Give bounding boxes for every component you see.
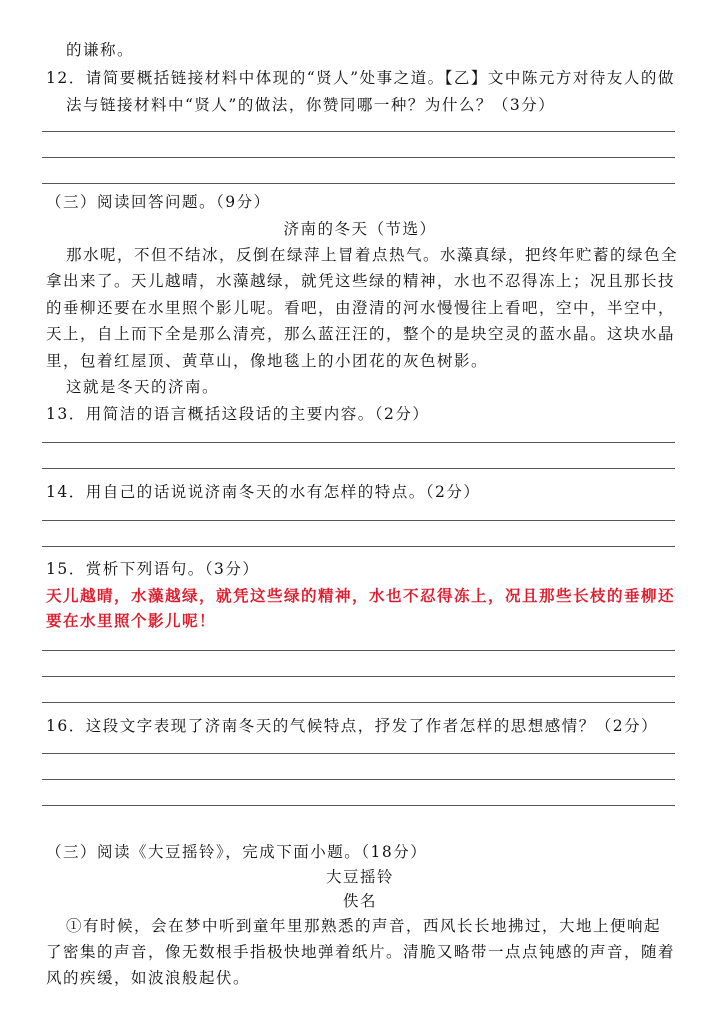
text-line: 的谦称。 <box>66 41 135 59</box>
answer-line <box>42 676 675 677</box>
answer-line <box>42 650 675 651</box>
passage-line: 那水呢，不但不结冰，反倒在绿萍上冒着点热气。水藻真绿，把终年贮蓄的绿色全 <box>66 246 679 264</box>
answer-line <box>42 805 675 806</box>
answer-line <box>42 183 675 184</box>
passage-title: 济南的冬天（节选） <box>283 220 437 238</box>
passage-line: 了密集的声音，像无数根手指极快地弹着纸片。清脆又略带一点点钝感的声音，随着 <box>46 943 676 961</box>
question-12: 12．请简要概括链接材料中体现的“贤人”处事之道。【乙】文中陈元方对待友人的做 <box>46 69 675 87</box>
answer-line <box>42 520 675 521</box>
passage-author: 佚名 <box>342 892 377 910</box>
passage-line: 风的疾缓，如波浪般起伏。 <box>46 969 251 987</box>
answer-line <box>42 442 675 443</box>
answer-line <box>42 702 675 703</box>
question-12-cont: 法与链接材料中“贤人”的做法，你赞同哪一种？为什么？（3分） <box>66 96 556 114</box>
question-15: 15．赏析下列语句。（3分） <box>46 560 260 578</box>
quoted-sentence-cont: 要在水里照个影儿呢！ <box>46 611 217 630</box>
passage-line: ①有时候，会在梦中听到童年里那熟悉的声音，西风长长地拂过，大地上便响起 <box>66 917 662 935</box>
question-14: 14．用自己的话说说济南冬天的水有怎样的特点。（2分） <box>46 483 481 501</box>
answer-line <box>42 546 675 547</box>
answer-line <box>42 131 675 132</box>
passage-line: 里，包着红屋顶、黄草山，像地毯上的小团花的灰色树影。 <box>46 352 489 370</box>
question-13: 13．用简洁的语言概括这段话的主要内容。（2分） <box>46 405 430 423</box>
answer-line <box>42 779 675 780</box>
section-heading: （三）阅读《大豆摇铃》，完成下面小题。（18分） <box>46 843 428 861</box>
question-16: 16．这段文字表现了济南冬天的气候特点，抒发了作者怎样的思想感情？（2分） <box>46 717 659 735</box>
quoted-sentence: 天儿越晴，水藻越绿，就凭这些绿的精神，水也不忍得冻上，况且那些长枝的垂柳还 <box>46 586 676 605</box>
answer-line <box>42 753 675 754</box>
section-heading: （三）阅读回答问题。（9分） <box>46 193 271 211</box>
passage-title: 大豆摇铃 <box>325 868 394 886</box>
answer-line <box>42 157 675 158</box>
passage-line: 这就是冬天的济南。 <box>66 378 220 396</box>
passage-line: 拿出来了。天儿越晴，水藻越绿，就凭这些绿的精神，水也不忍得冻上；况且那长技 <box>46 272 676 290</box>
passage-line: 天上，自上而下全是那么清亮，那么蓝汪汪的，整个的是块空灵的蓝水晶。这块水晶 <box>46 325 676 343</box>
passage-line: 的垂柳还要在水里照个影儿呢。看吧，由澄清的河水慢慢往上看吧，空中，半空中， <box>46 299 676 317</box>
answer-line <box>42 468 675 469</box>
